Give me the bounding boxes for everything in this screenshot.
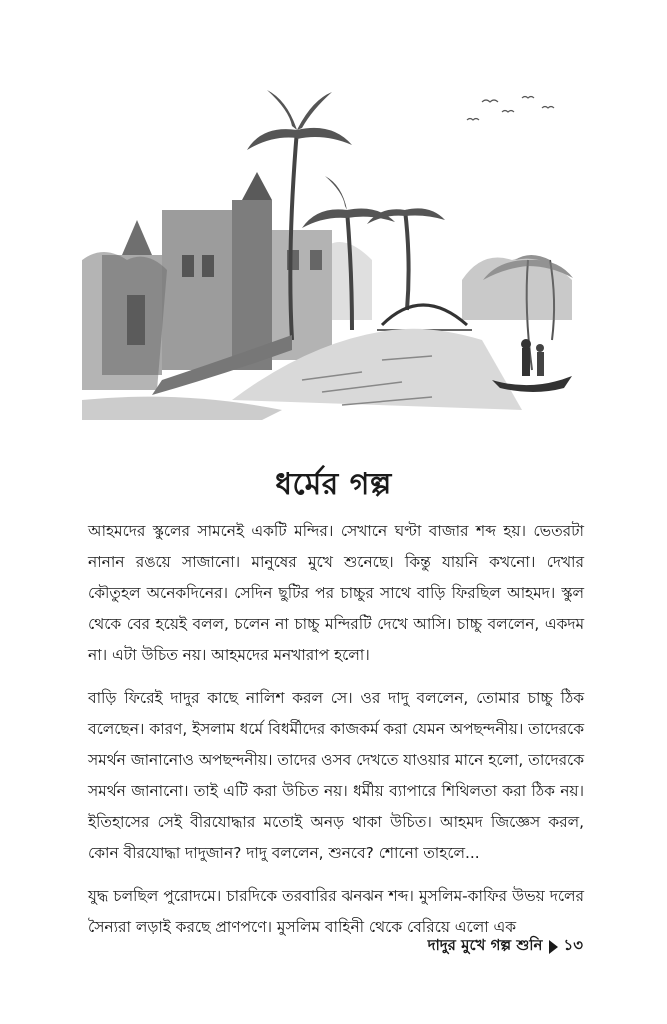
book-title: দাদুর মুখে গল্প শুনি <box>427 936 543 954</box>
triangle-right-icon <box>549 940 558 954</box>
story-body <box>88 516 584 943</box>
page-number: ১৩ <box>563 936 583 954</box>
page-footer <box>428 934 583 959</box>
paragraph: যুদ্ধ চলছিল পুরোদমে। চারদিকে তরবারির ঝনঝন শব্দ। মুসলিম-কাফির উভয় দলের সৈন্যরা লড়াই করছে প্রাণপণে। মুসলিম বাহিনী থেকে বেরিয়ে এলো এক <box>88 887 584 936</box>
paragraph: বাড়ি ফিরেই দাদুর কাছে নালিশ করল সে। ওর দাদু বললেন, তোমার চাচ্চু ঠিক বলেছেন। কারণ, ইসলাম ধর্মে বিধর্মীদের কাজকর্ম করা যেমন অপছন্দনীয়। তাদেরকে সমর্থন জানানোও অপছন্দনীয়। তাদের ওসব দেখতে যাওয়ার মানে হলো, তাদেরকে সমর্থন জানানো। তাই এটি করা উচিত নয়। ধর্মীয় ব্যাপারে শিথিলতা করা ঠিক নয়। ইতিহাসের সেই বীরযোদ্ধার মতোই অনড় থাকা উচিত। আহমদ জিজ্ঞেস করল, কোন বীরযোদ্ধা দাদুজান? দাদু বললেন, শুনবে? শোনো তাহলে... <box>88 689 584 862</box>
paragraph: আহমদের স্কুলের সামনেই একটি মন্দির। সেখানে ঘণ্টা বাজার শব্দ হয়। ভেতরটা নানান রঙয়ে সাজানো। মানুষের মুখে শুনেছে। কিন্তু যায়নি কখনো। দেখার কৌতুহল অনেকদিনের। সেদিন ছুটির পর চাচ্চুর সাথে বাড়ি ফিরছিল আহমদ। স্কুল থেকে বের হয়েই বলল, চলেন না চাচ্চু মন্দিরটি দেখে আসি। চাচ্চু বললেন, একদম না। এটা উচিত নয়। আহমদের মনখারাপ হলো। <box>88 522 584 664</box>
illustration-svg <box>82 80 582 420</box>
chapter-title: ধর্মের গল্প <box>275 467 392 502</box>
village-river-temple-illustration <box>82 80 582 420</box>
